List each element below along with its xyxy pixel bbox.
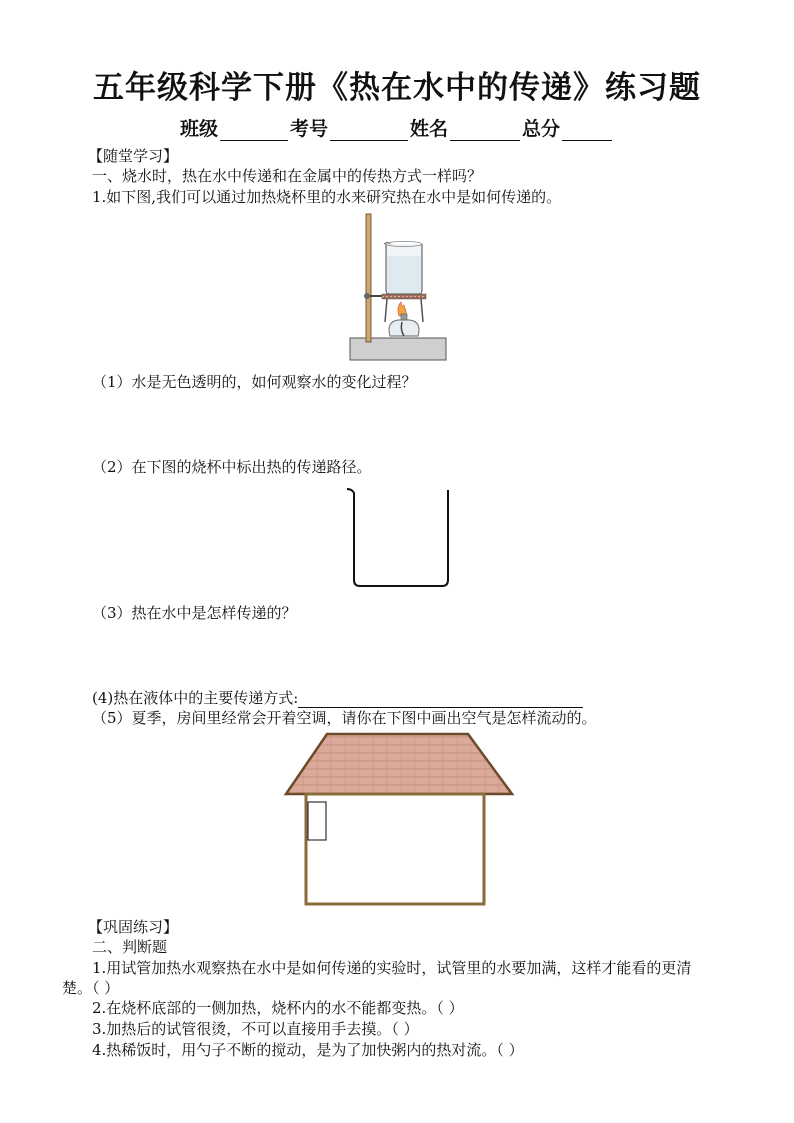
house-wall (306, 794, 484, 904)
judgment-q2: 2.在烧杯底部的一侧加热，烧杯内的水不能都变热。（ ） (92, 999, 464, 1017)
sub-question-3: （3）热在水中是怎样传递的？ (92, 604, 297, 622)
class-blank[interactable] (220, 122, 288, 141)
lamp-wick (401, 314, 407, 320)
empty-beaker-figure[interactable] (344, 486, 452, 592)
judgment-q3: 3.加热后的试管很烫，不可以直接用手去摸。（ ） (92, 1020, 419, 1038)
exam-no-blank[interactable] (330, 122, 408, 141)
house-figure[interactable] (282, 730, 516, 908)
section-header-study: 【随堂学习】 (88, 147, 179, 165)
judgment-q4: 4.热稀饭时，用勺子不断的搅动，是为了加快粥内的热对流。（ ） (92, 1041, 524, 1059)
tripod-leg-right (421, 299, 423, 322)
page-title: 五年级科学下册《热在水中的传递》练习题 (93, 70, 701, 106)
class-label: 班级 (179, 118, 218, 140)
name-blank[interactable] (450, 122, 520, 141)
sub-question-5: （5）夏季，房间里经常会开着空调，请你在下图中画出空气是怎样流动的。 (92, 709, 597, 727)
score-label: 总分 (522, 118, 561, 140)
section-header-practice: 【巩固练习】 (88, 918, 179, 936)
stand-base (350, 338, 446, 360)
judgment-q1-line1: 1.用试管加热水观察热在水中是如何传递的实验时，试管里的水要加满，这样才能看的更清 (92, 959, 692, 977)
sub-question-4 (92, 688, 583, 708)
question-1: 1.如下图,我们可以通过加热烧杯里的水来研究热在水中是如何传递的。 (92, 188, 562, 206)
exam-no-label: 考号 (289, 118, 328, 140)
heating-apparatus-figure (346, 210, 450, 366)
beaker-water (387, 256, 421, 293)
house-roof (286, 734, 512, 794)
score-blank[interactable] (562, 122, 612, 141)
sub-question-1: （1）水是无色透明的，如何观察水的变化过程？ (92, 373, 417, 391)
answer-line[interactable] (298, 693, 583, 708)
judgment-q1-line2: 楚。（ ） (62, 979, 120, 997)
question-intro: 一、烧水时，热在水中传递和在金属中的传热方式一样吗？ (92, 167, 483, 185)
sub-question-2: （2）在下图的烧杯中标出热的传递路径。 (92, 458, 372, 476)
clamp-screw (364, 293, 370, 299)
tripod-leg-left (385, 299, 387, 322)
sub-question-4-label: (4)热在液体中的主要传递方式: (92, 689, 299, 707)
stand-rod (366, 214, 371, 342)
judgment-title: 二、判断题 (92, 938, 168, 956)
air-conditioner (308, 802, 326, 840)
student-info-line (0, 114, 794, 141)
beaker-outline (347, 489, 448, 586)
alcohol-lamp (389, 320, 419, 336)
name-label: 姓名 (410, 118, 449, 140)
